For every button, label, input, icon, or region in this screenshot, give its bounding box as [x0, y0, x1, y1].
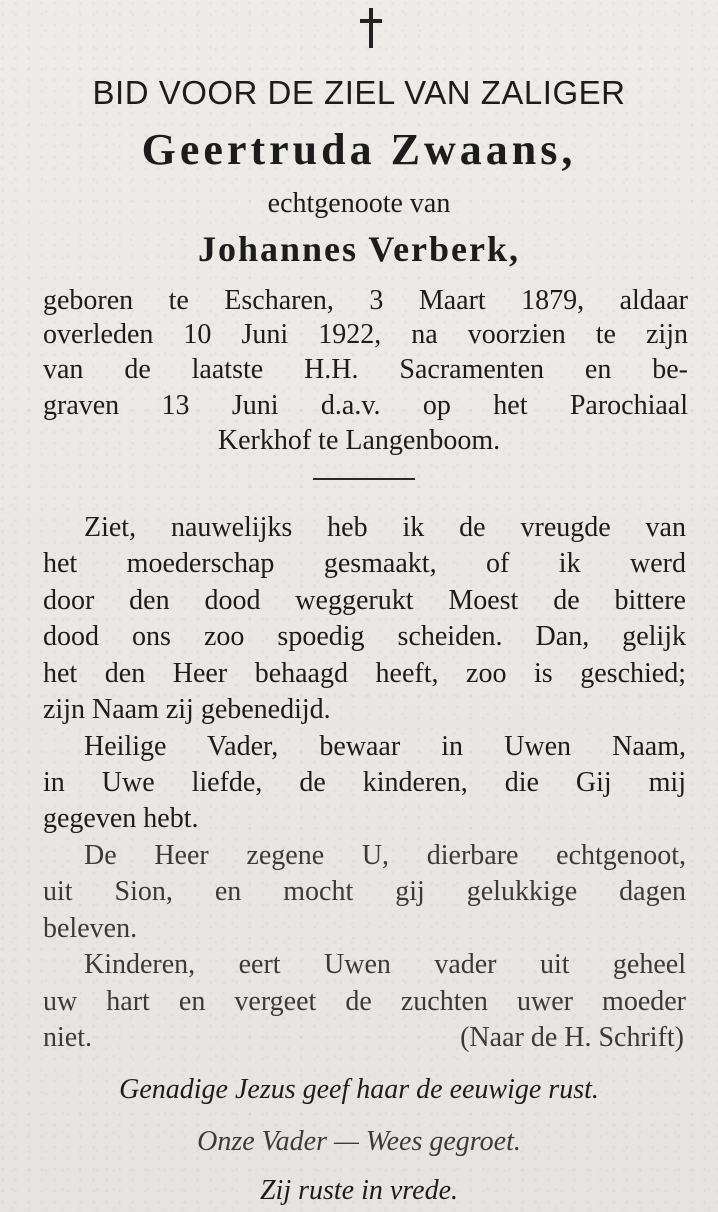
text-line: Heilige Vader, bewaar in Uwen Naam,	[84, 731, 686, 762]
cross-icon	[360, 8, 382, 48]
text-line: Ziet, nauwelijks heb ik de vreugde van	[84, 512, 686, 543]
relation-text: echtgenoote van	[267, 188, 451, 219]
text-line: het moederschap gesmaakt, of ik werd	[43, 548, 686, 579]
text-line: het den Heer behaagd heeft, zoo is geschied;	[43, 658, 686, 689]
text-line: dood ons zoo spoedig scheiden. Dan, gelijk	[43, 621, 686, 652]
deceased-name: Geertruda Zwaans,	[141, 125, 577, 174]
text-line: De Heer zegene U, dierbare echtgenoot,	[84, 840, 686, 871]
text-line: gegeven hebt.	[43, 803, 199, 834]
text-line: in Uwe liefde, de kinderen, die Gij mij	[43, 767, 686, 798]
text-line: zijn Naam zij gebenedijd.	[43, 694, 331, 725]
scripture-source: (Naar de H. Schrift)	[460, 1022, 684, 1053]
text-line: beleven.	[43, 913, 138, 944]
text-line: niet.	[43, 1022, 92, 1053]
bio-line: geboren te Escharen, 3 Maart 1879, aldaar	[43, 285, 688, 316]
bio-line: graven 13 Juni d.a.v. op het Parochiaal	[43, 390, 688, 421]
text-line: door den dood weggerukt Moest de bittere	[43, 585, 686, 616]
text-line: uit Sion, en mocht gij gelukkige dagen	[43, 876, 686, 907]
prayer-names: Onze Vader — Wees gegroet.	[197, 1126, 521, 1157]
spouse-name: Johannes Verberk,	[197, 229, 521, 269]
card-heading: BID VOOR DE ZIEL VAN ZALIGER	[92, 74, 626, 111]
text-line: uw hart en vergeet de zuchten uwer moeder	[43, 986, 686, 1017]
divider	[313, 478, 415, 480]
text-line: Kinderen, eert Uwen vader uit geheel	[84, 949, 686, 980]
bio-line: Kerkhof te Langenboom.	[217, 425, 501, 456]
bio-line: van de laatste H.H. Sacramenten en be-	[43, 354, 688, 385]
bio-line: overleden 10 Juni 1922, na voorzien te zijn	[43, 319, 688, 350]
rest-in-peace: Zij ruste in vrede.	[259, 1175, 459, 1206]
closing-prayer: Genadige Jezus geef haar de eeuwige rust.	[119, 1074, 599, 1105]
